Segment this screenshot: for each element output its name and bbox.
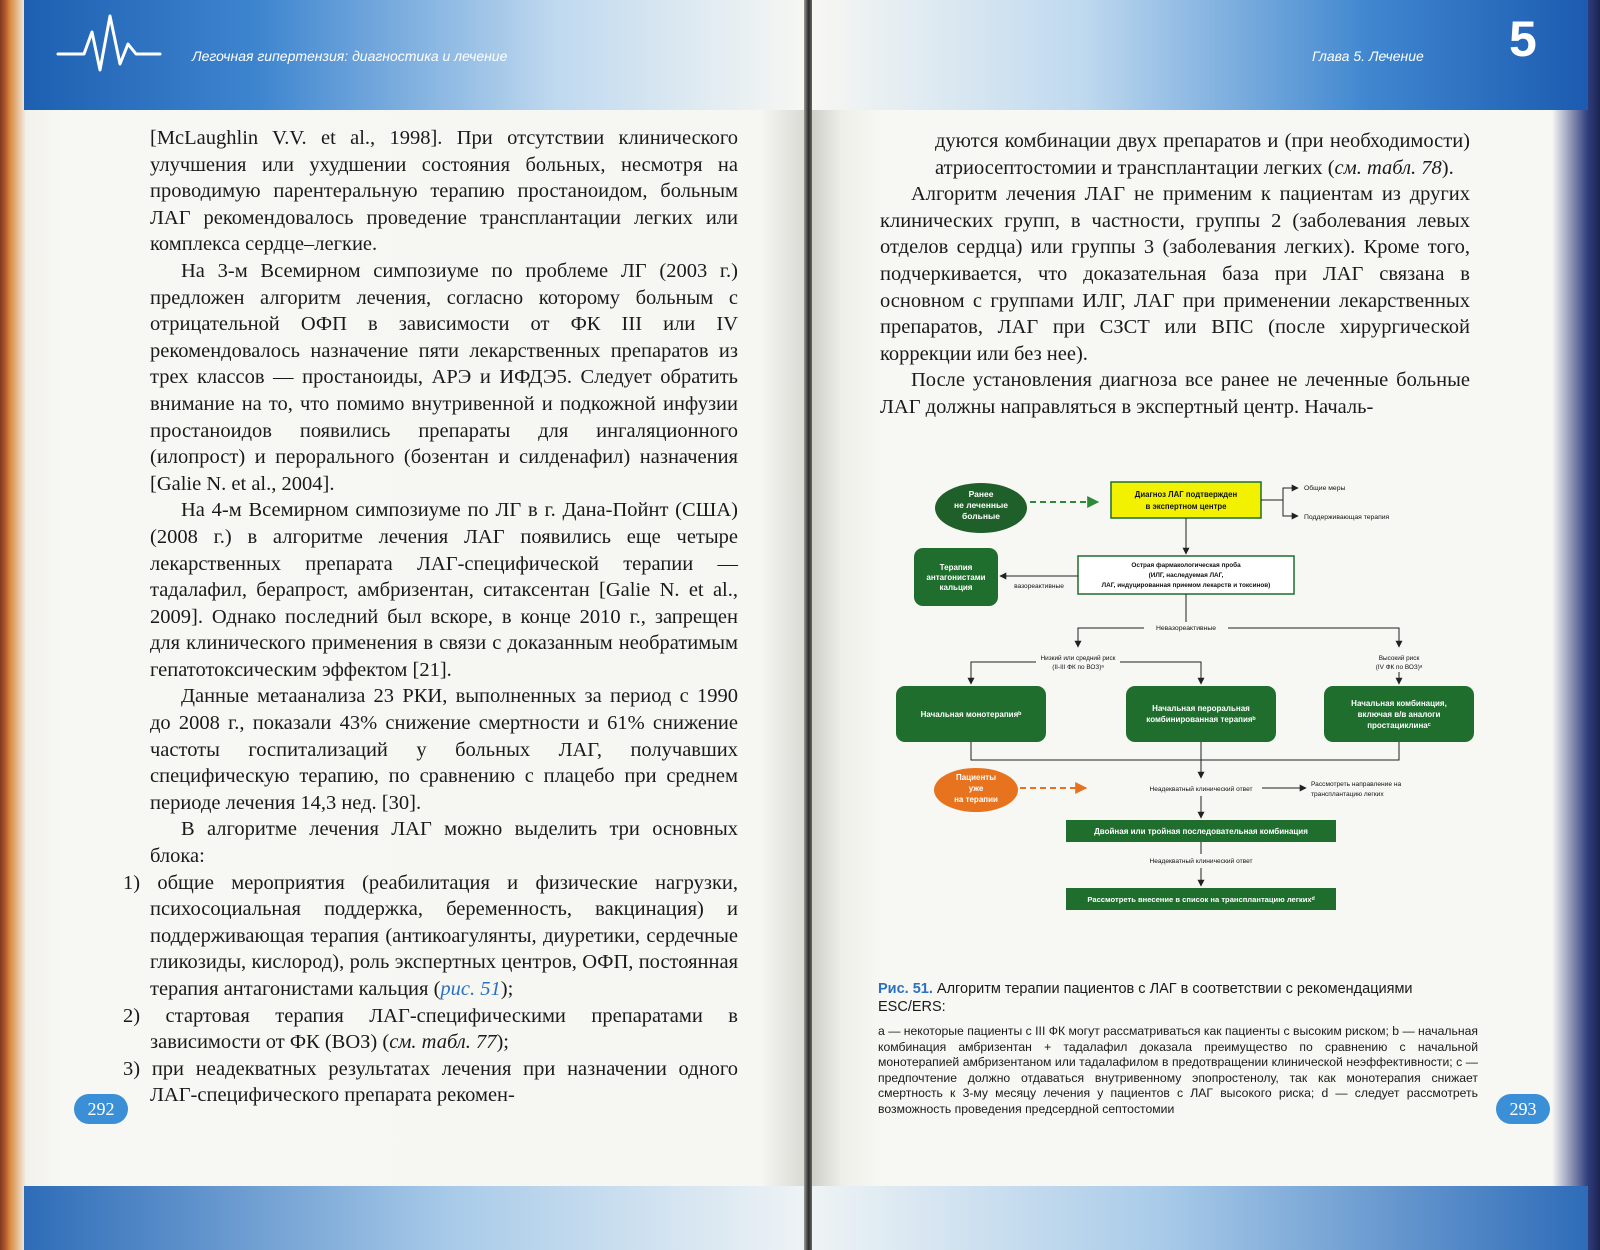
svg-text:(II-III ФК по ВОЗ)ᵃ: (II-III ФК по ВОЗ)ᵃ (1052, 664, 1104, 671)
svg-text:включая в/в аналоги: включая в/в аналоги (1357, 710, 1441, 719)
svg-text:Двойная или тройная последоват: Двойная или тройная последовательная комбинация (1094, 827, 1308, 836)
svg-text:Диагноз ЛАГ подтвержден: Диагноз ЛАГ подтвержден (1134, 490, 1238, 499)
left-footer-band (24, 1186, 806, 1250)
svg-text:простациклинаᶜ: простациклинаᶜ (1367, 721, 1431, 730)
right-header-band (812, 0, 1588, 110)
vasoreactivity-test-node (1078, 556, 1294, 594)
page-number-right: 293 (1496, 1094, 1550, 1124)
initial-iv-combination-node (1324, 686, 1474, 742)
svg-text:на терапии: на терапии (954, 795, 998, 804)
svg-text:Рассмотреть внесение в список: Рассмотреть внесение в список на трансплантацию легкихᵈ (1087, 895, 1315, 904)
paragraph: дуются комбинации двух препаратов и (при необходимости) атриосептостомии и трансплантации легких (см. табл. 78). (935, 130, 1470, 179)
caption-title: Рис. 51. Алгоритм терапии пациентов с ЛАГ в соответствии с рекомендациями ESC/ERS: (878, 981, 1413, 1015)
transplant-listing-node (1066, 888, 1336, 910)
initial-monotherapy-node (896, 686, 1046, 742)
running-title-left: Легочная гипертензия: диагностика и лечение (192, 48, 508, 64)
svg-text:Начальная комбинация,: Начальная комбинация, (1351, 699, 1447, 708)
svg-text:антагонистами: антагонистами (926, 573, 986, 582)
paragraph: [McLaughlin V.V. et al., 1998]. При отсутствии клинического улучшения или ухудшении состояния больных, несмотря на проводимую парентеральную терапию простаноидом, больным ЛАГ рекомендовалось проведение трансплантации легких или комплекса сердце–легкие. (150, 127, 738, 256)
figure-reference-link[interactable]: рис. 51 (440, 978, 501, 1000)
svg-text:больные: больные (962, 511, 1000, 521)
svg-text:не леченные: не леченные (954, 500, 1008, 510)
table-reference: см. табл. 78 (1334, 156, 1442, 179)
svg-text:Пациенты: Пациенты (955, 773, 997, 782)
svg-text:трансплантацию легких: трансплантацию легких (1311, 791, 1384, 798)
list-item: 1) общие мероприятия (реабилитация и физические нагрузки, психосоциальная поддержка, беременность, вакцинация) и поддерживающая терапия (антикоагулянты, диуретики, сердечные гликозиды, кислород), роль экспертных центров, ОФП, постоянная терапия антагонистами кальция (рис. 51); (123, 871, 738, 1000)
nonvasoreactive-label: Невазореактивные (1155, 625, 1217, 632)
general-measures-label: Общие меры (1304, 485, 1346, 492)
list-item: 3) при неадекватных результатах лечения при назначении одного ЛАГ-специфического препарата рекомен- (123, 1057, 738, 1107)
svg-text:в экспертном центре: в экспертном центре (1145, 502, 1227, 511)
list-item: 2) стартовая терапия ЛАГ-специфическими препаратами в зависимости от ФК (ВОЗ) (см. табл. 77); (123, 1004, 738, 1054)
left-body (123, 125, 738, 1109)
svg-text:Ранее: Ранее (968, 489, 994, 499)
consider-transplant-referral-label: Рассмотреть направление на (1311, 781, 1402, 788)
page-number-left: 292 (74, 1094, 128, 1124)
supportive-therapy-label: Поддерживающая терапия (1304, 514, 1390, 521)
paragraph: На 3-м Всемирном симпозиуме по проблеме ЛГ (2003 г.) предложен алгоритм лечения, согласно которому больным с отрицательной ОФП в зависимости от ФК III или IV рекомендовалось назначение пяти лекарственных препаратов из трех классов — простаноиды, АРЭ и ИФДЭ5. Следует обратить внимание на то, что помимо внутривенной и подкожной инфузии простаноидов появились препараты для ингаляционного (илопрост) и перорального (бозентан и силденафил) назначения [Galie N. et al., 2004]. (150, 259, 738, 495)
high-risk-label: Высокий риск (1378, 655, 1420, 662)
treated-patients-node (934, 768, 1018, 812)
svg-text:комбинированная терапияᵇ: комбинированная терапияᵇ (1146, 715, 1256, 724)
svg-text:(IV ФК по ВОЗ)ᵃ: (IV ФК по ВОЗ)ᵃ (1375, 664, 1423, 671)
svg-text:Терапия: Терапия (939, 563, 973, 572)
svg-text:уже: уже (968, 784, 984, 793)
vasoreactive-label: вазореактивные (1014, 583, 1064, 590)
untreated-patients-node (935, 483, 1027, 533)
calcium-antagonists-therapy-node (914, 548, 998, 606)
left-header-band (24, 0, 806, 110)
treatment-algorithm-flowchart (886, 470, 1476, 940)
chapter-number: 5 (1509, 11, 1537, 67)
right-footer-band (812, 1186, 1588, 1250)
inadequate-response-label: Неадекватный клинический ответ (1149, 858, 1253, 865)
running-title-right: Глава 5. Лечение (1312, 48, 1424, 64)
low-intermediate-risk-label: Низкий или средний риск (1040, 655, 1116, 662)
paragraph: В алгоритме лечения ЛАГ можно выделить три основных блока: (150, 818, 738, 868)
svg-text:(ИЛГ, наследуемая ЛАГ,: (ИЛГ, наследуемая ЛАГ, (1148, 572, 1224, 579)
paragraph: На 4-м Всемирном симпозиуме по ЛГ в г. Дана-Пойнт (США) (2008 г.) в алгоритме лечения ЛАГ появились еще четыре лекарственных препарата ЛАГ-специфической терапии — тадалафил, берапрост, амбризентан, ситаксентан [Galie N. et al., 2009]. Однако последний был вскоре, в конце 2010 г., запрещен для клинического применения в связи с доказанным необратимым гепатотоксическим эффектом [21]. (150, 499, 738, 681)
heartbeat-icon (54, 10, 164, 80)
figure-caption (878, 980, 1478, 1118)
right-page (812, 0, 1600, 1250)
caption-notes: a — некоторые пациенты с III ФК могут рассматриваться как пациенты с высоким риском; b — начальная комбинация амбризентан + тадалафил доказала преимущество по сравнению с начальной монотерапией амбризентаном или тадалафилом в предотвращении клинической неэффективности; c — предпочтение должно отдаваться внутривенному эпопростенолу, так как монотерапия снижает смертность к 3-му месяцу лечения у пациентов с ЛАГ высокого риска; d — следует рассмотреть возможность проведения предсердной септостомии (878, 1024, 1478, 1116)
svg-text:кальция: кальция (939, 583, 973, 592)
paragraph: После установления диагноза все ранее не леченные больные ЛАГ должны направляться в экспертный центр. Началь- (880, 369, 1470, 418)
right-body (880, 128, 1470, 421)
svg-text:Острая фармакологическая проба: Острая фармакологическая проба (1131, 562, 1241, 569)
svg-text:Начальная монотерапияᵇ: Начальная монотерапияᵇ (920, 710, 1022, 719)
diagnosis-confirmed-node (1111, 482, 1261, 518)
paragraph: Алгоритм лечения ЛАГ не применим к пациентам из других клинических групп, в частности, группы 2 (заболевания левых отделов сердца) или группы 3 (заболевания легких). Кроме того, подчеркивается, что доказательная база при ЛАГ связана в основном с группами ИЛГ, ЛАГ при применении лекарственных препаратов, ЛАГ при СЗСТ или ВПС (после хирургической коррекции или без нее). (880, 183, 1470, 365)
svg-text:Начальная пероральная: Начальная пероральная (1152, 704, 1250, 713)
initial-oral-combination-node (1126, 686, 1276, 742)
sequential-combination-node (1066, 820, 1336, 842)
table-reference: см. табл. 77 (389, 1031, 497, 1054)
paragraph: Данные метаанализа 23 РКИ, выполненных за период с 1990 до 2008 г., показали 43% снижение смертности и 61% снижение частоты госпитализаций у больных ЛАГ, получавших специфическую терапию, по сравнению с плацебо при среднем периоде лечения 14,3 нед. [30]. (150, 685, 738, 814)
svg-text:ЛАГ, индуцированная приемом ле: ЛАГ, индуцированная приемом лекарств и токсинов) (1101, 582, 1271, 589)
inadequate-response-label: Неадекватный клинический ответ (1149, 786, 1253, 793)
